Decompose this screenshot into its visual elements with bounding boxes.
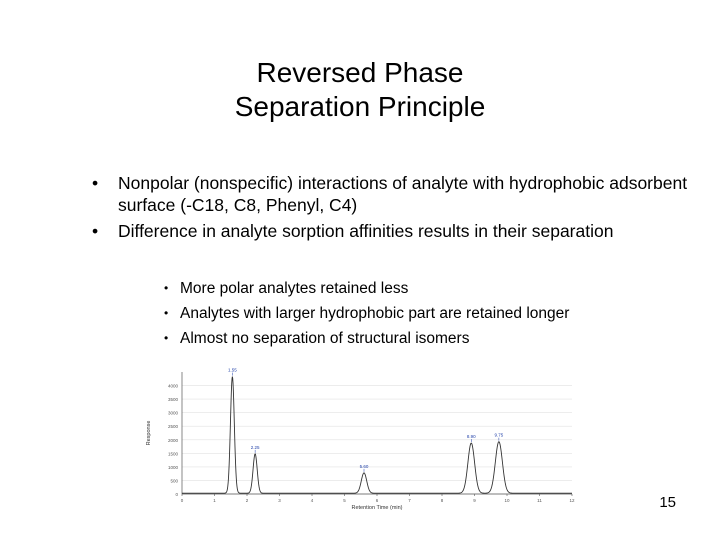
bullet-text: Nonpolar (nonspecific) interactions of analyte with hydrophobic adsorbent surface (-C18, C8, Phenyl, C4) <box>118 173 688 215</box>
y-tick-label: 2000 <box>167 437 178 443</box>
peak-label: 5.60 <box>359 463 369 469</box>
sub-bullet-text: Almost no separation of structural isomers <box>180 330 470 347</box>
bullet-item <box>86 220 696 242</box>
x-axis-label: Retention Time (min) <box>351 505 403 510</box>
chromatogram-chart <box>140 362 580 510</box>
slide-title <box>0 56 720 124</box>
y-tick-label: 1000 <box>167 464 178 470</box>
title-line-1: Reversed Phase <box>256 57 464 88</box>
x-tick-label: 9 <box>473 498 476 503</box>
bullet-dot-icon: • <box>92 173 99 193</box>
x-tick-label: 7 <box>408 498 411 503</box>
peak-label: 1.55 <box>227 367 237 373</box>
title-line-2: Separation Principle <box>234 91 486 122</box>
sub-bullet-item <box>160 276 680 301</box>
sub-bullet-item <box>160 301 680 326</box>
sub-bullet-dot-icon: • <box>164 281 169 295</box>
bullet-item <box>86 172 696 216</box>
x-tick-label: 4 <box>310 498 314 503</box>
y-tick-label: 0 <box>175 492 178 497</box>
sub-bullet-item <box>160 326 680 351</box>
y-tick-label: 3000 <box>167 410 178 416</box>
sub-bullet-text: More polar analytes retained less <box>180 280 409 297</box>
peak-label: 8.90 <box>466 434 476 440</box>
sub-bullet-list <box>160 276 680 351</box>
x-tick-label: 12 <box>569 498 575 503</box>
x-tick-label: 11 <box>537 498 542 503</box>
sub-bullet-text: Analytes with larger hydrophobic part are retained longer <box>180 305 570 322</box>
sub-bullet-dot-icon: • <box>164 331 169 345</box>
x-tick-label: 2 <box>245 498 249 503</box>
sub-bullet-dot-icon: • <box>164 306 169 320</box>
peak-label: 9.75 <box>494 432 504 438</box>
x-tick-label: 6 <box>375 498 379 503</box>
peak-label: 2.25 <box>250 444 260 450</box>
y-axis-label: Response <box>146 420 152 446</box>
y-tick-label: 2500 <box>167 424 178 430</box>
y-tick-label: 4000 <box>167 383 178 389</box>
page-number: 15 <box>659 494 676 511</box>
bullet-dot-icon: • <box>92 221 99 241</box>
x-tick-label: 10 <box>504 498 510 503</box>
y-tick-label: 500 <box>170 478 178 484</box>
series-line <box>182 377 572 494</box>
bullet-list <box>86 172 696 246</box>
bullet-text: Difference in analyte sorption affinities results in their separation <box>118 221 614 241</box>
y-tick-label: 1500 <box>167 451 178 457</box>
x-tick-label: 8 <box>440 498 444 503</box>
x-tick-label: 5 <box>343 498 346 503</box>
y-tick-label: 3500 <box>167 397 178 403</box>
x-tick-label: 0 <box>180 498 184 503</box>
x-tick-label: 1 <box>213 498 216 503</box>
x-tick-label: 3 <box>278 498 281 503</box>
